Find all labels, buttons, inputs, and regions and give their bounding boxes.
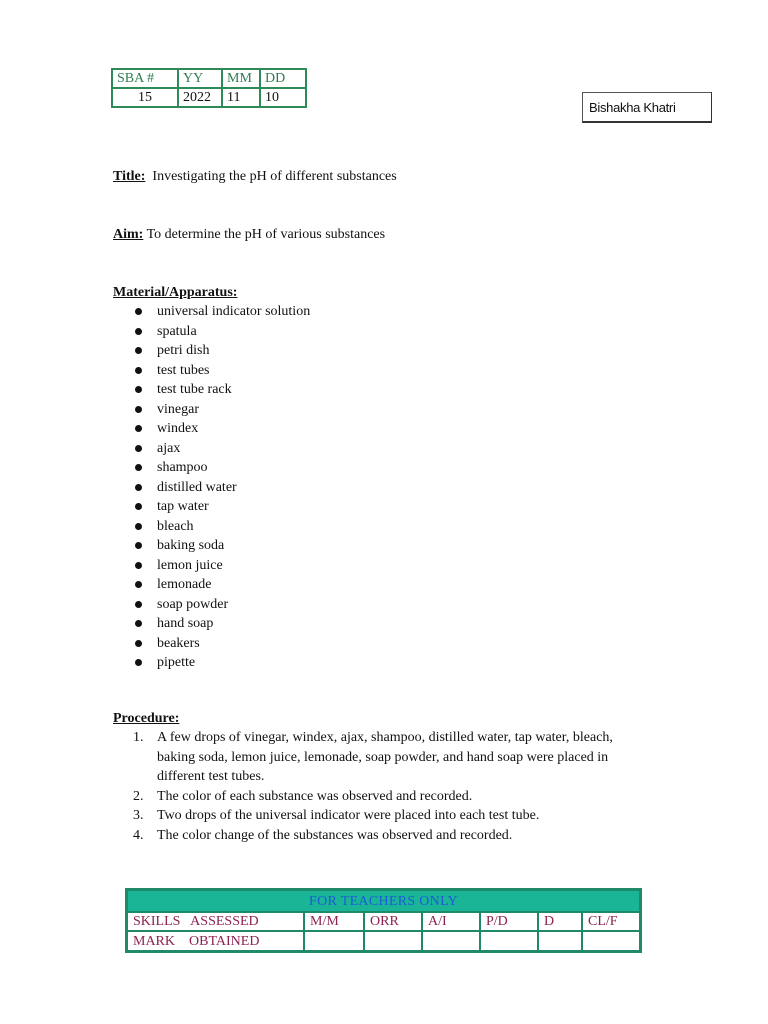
mark-cell xyxy=(480,931,538,952)
material-item-label: vinegar xyxy=(157,401,199,417)
materials-heading: Material/Apparatus: xyxy=(113,285,238,300)
materials-list xyxy=(131,302,310,673)
bullet-icon xyxy=(135,601,142,608)
mark-cell xyxy=(582,931,641,952)
bullet-icon xyxy=(135,562,142,569)
step-text: The color change of the substances was observed and recorded. xyxy=(157,827,513,843)
material-item xyxy=(131,439,310,459)
bullet-icon xyxy=(135,464,142,471)
material-item-label: test tubes xyxy=(157,362,210,378)
bullet-icon xyxy=(135,386,142,393)
skill-cell: A/I xyxy=(422,912,480,931)
sba-table xyxy=(111,68,307,108)
material-item-label: spatula xyxy=(157,323,197,339)
material-item-label: windex xyxy=(157,421,199,436)
material-item-label: ajax xyxy=(157,440,181,456)
procedure-list xyxy=(133,728,653,845)
procedure-step xyxy=(133,806,653,826)
material-item xyxy=(131,497,310,517)
material-item xyxy=(131,614,310,634)
material-item xyxy=(131,361,310,381)
material-item xyxy=(131,341,310,361)
material-item xyxy=(131,653,310,673)
procedure-step xyxy=(133,728,653,787)
sba-header-row xyxy=(112,69,306,88)
step-text: Two drops of the universal indicator were placed into each test tube. xyxy=(157,808,540,823)
material-item-label: hand soap xyxy=(157,616,214,631)
teachers-header-row xyxy=(127,890,641,913)
material-item-label: test tube rack xyxy=(157,382,232,397)
material-item-label: beakers xyxy=(157,635,200,651)
mark-cell xyxy=(538,931,582,952)
material-item-label: distilled water xyxy=(157,479,237,495)
step-text: The color of each substance was observed and recorded. xyxy=(157,788,473,804)
material-item-label: lemon juice xyxy=(157,557,223,573)
material-item xyxy=(131,575,310,595)
bullet-icon xyxy=(135,503,142,510)
skills-row xyxy=(127,912,641,931)
skill-cell: M/M xyxy=(304,912,364,931)
step-number: 3. xyxy=(133,808,144,823)
bullet-icon xyxy=(135,425,142,432)
sba-value-cell: 15 xyxy=(112,88,178,107)
sba-value-row xyxy=(112,88,306,107)
material-item xyxy=(131,556,310,576)
step-number: 4. xyxy=(133,827,144,843)
teachers-only-table xyxy=(125,888,642,953)
step-number: 2. xyxy=(133,788,144,804)
procedure-step xyxy=(133,787,653,807)
aim-line xyxy=(113,225,385,244)
material-item-label: petri dish xyxy=(157,343,210,358)
step-number: 1. xyxy=(133,730,144,745)
material-item xyxy=(131,478,310,498)
bullet-icon xyxy=(135,347,142,354)
bullet-icon xyxy=(135,581,142,588)
aim-text: To determine the pH of various substances xyxy=(146,227,386,242)
mark-cell xyxy=(364,931,422,952)
sba-header-cell: MM xyxy=(222,69,260,88)
mark-cell xyxy=(422,931,480,952)
material-item-label: pipette xyxy=(157,655,196,670)
bullet-icon xyxy=(135,406,142,413)
procedure-step xyxy=(133,826,653,846)
material-item-label: shampoo xyxy=(157,460,208,475)
mark-cell xyxy=(304,931,364,952)
material-item xyxy=(131,302,310,322)
material-item-label: lemonade xyxy=(157,577,212,592)
material-item xyxy=(131,595,310,615)
skill-cell: ORR xyxy=(364,912,422,931)
material-item-label: baking soda xyxy=(157,538,225,553)
bullet-icon xyxy=(135,523,142,530)
skill-cell: D xyxy=(538,912,582,931)
teachers-header: FOR TEACHERS ONLY xyxy=(127,890,641,913)
material-item xyxy=(131,322,310,342)
material-item xyxy=(131,400,310,420)
title-text: Investigating the pH of different substances xyxy=(152,169,397,184)
material-item-label: universal indicator solution xyxy=(157,304,311,319)
material-item-label: tap water xyxy=(157,499,209,514)
sba-header-cell: YY xyxy=(178,69,222,88)
sba-value-cell: 2022 xyxy=(178,88,222,107)
bullet-icon xyxy=(135,659,142,666)
material-item xyxy=(131,458,310,478)
bullet-icon xyxy=(135,308,142,315)
material-item xyxy=(131,634,310,654)
mark-row xyxy=(127,931,641,952)
mark-label-cell: MARK OBTAINED xyxy=(127,931,305,952)
bullet-icon xyxy=(135,542,142,549)
sba-header-cell: SBA # xyxy=(112,69,178,88)
material-item xyxy=(131,419,310,439)
sba-value-cell: 11 xyxy=(222,88,260,107)
procedure-heading: Procedure: xyxy=(113,711,180,726)
material-item xyxy=(131,380,310,400)
skills-label-cell: SKILLS ASSESSED xyxy=(127,912,305,931)
sba-header-cell: DD xyxy=(260,69,306,88)
bullet-icon xyxy=(135,367,142,374)
bullet-icon xyxy=(135,484,142,491)
student-name-box: Bishakha Khatri xyxy=(582,92,712,123)
bullet-icon xyxy=(135,445,142,452)
title-line xyxy=(113,167,397,186)
material-item-label: soap powder xyxy=(157,596,229,612)
step-text: A few drops of vinegar, windex, ajax, shampoo, distilled water, tap water, bleach, baking soda, lemon juice, lemonade, soap powder, and hand soap were placed in different test tubes. xyxy=(157,730,613,784)
aim-label: Aim: xyxy=(113,227,144,242)
bullet-icon xyxy=(135,620,142,627)
bullet-icon xyxy=(135,640,142,647)
skill-cell: P/D xyxy=(480,912,538,931)
sba-value-cell: 10 xyxy=(260,88,306,107)
material-item xyxy=(131,517,310,537)
material-item xyxy=(131,536,310,556)
title-label: Title: xyxy=(113,169,146,184)
material-item-label: bleach xyxy=(157,518,194,534)
skill-cell: CL/F xyxy=(582,912,641,931)
bullet-icon xyxy=(135,328,142,335)
